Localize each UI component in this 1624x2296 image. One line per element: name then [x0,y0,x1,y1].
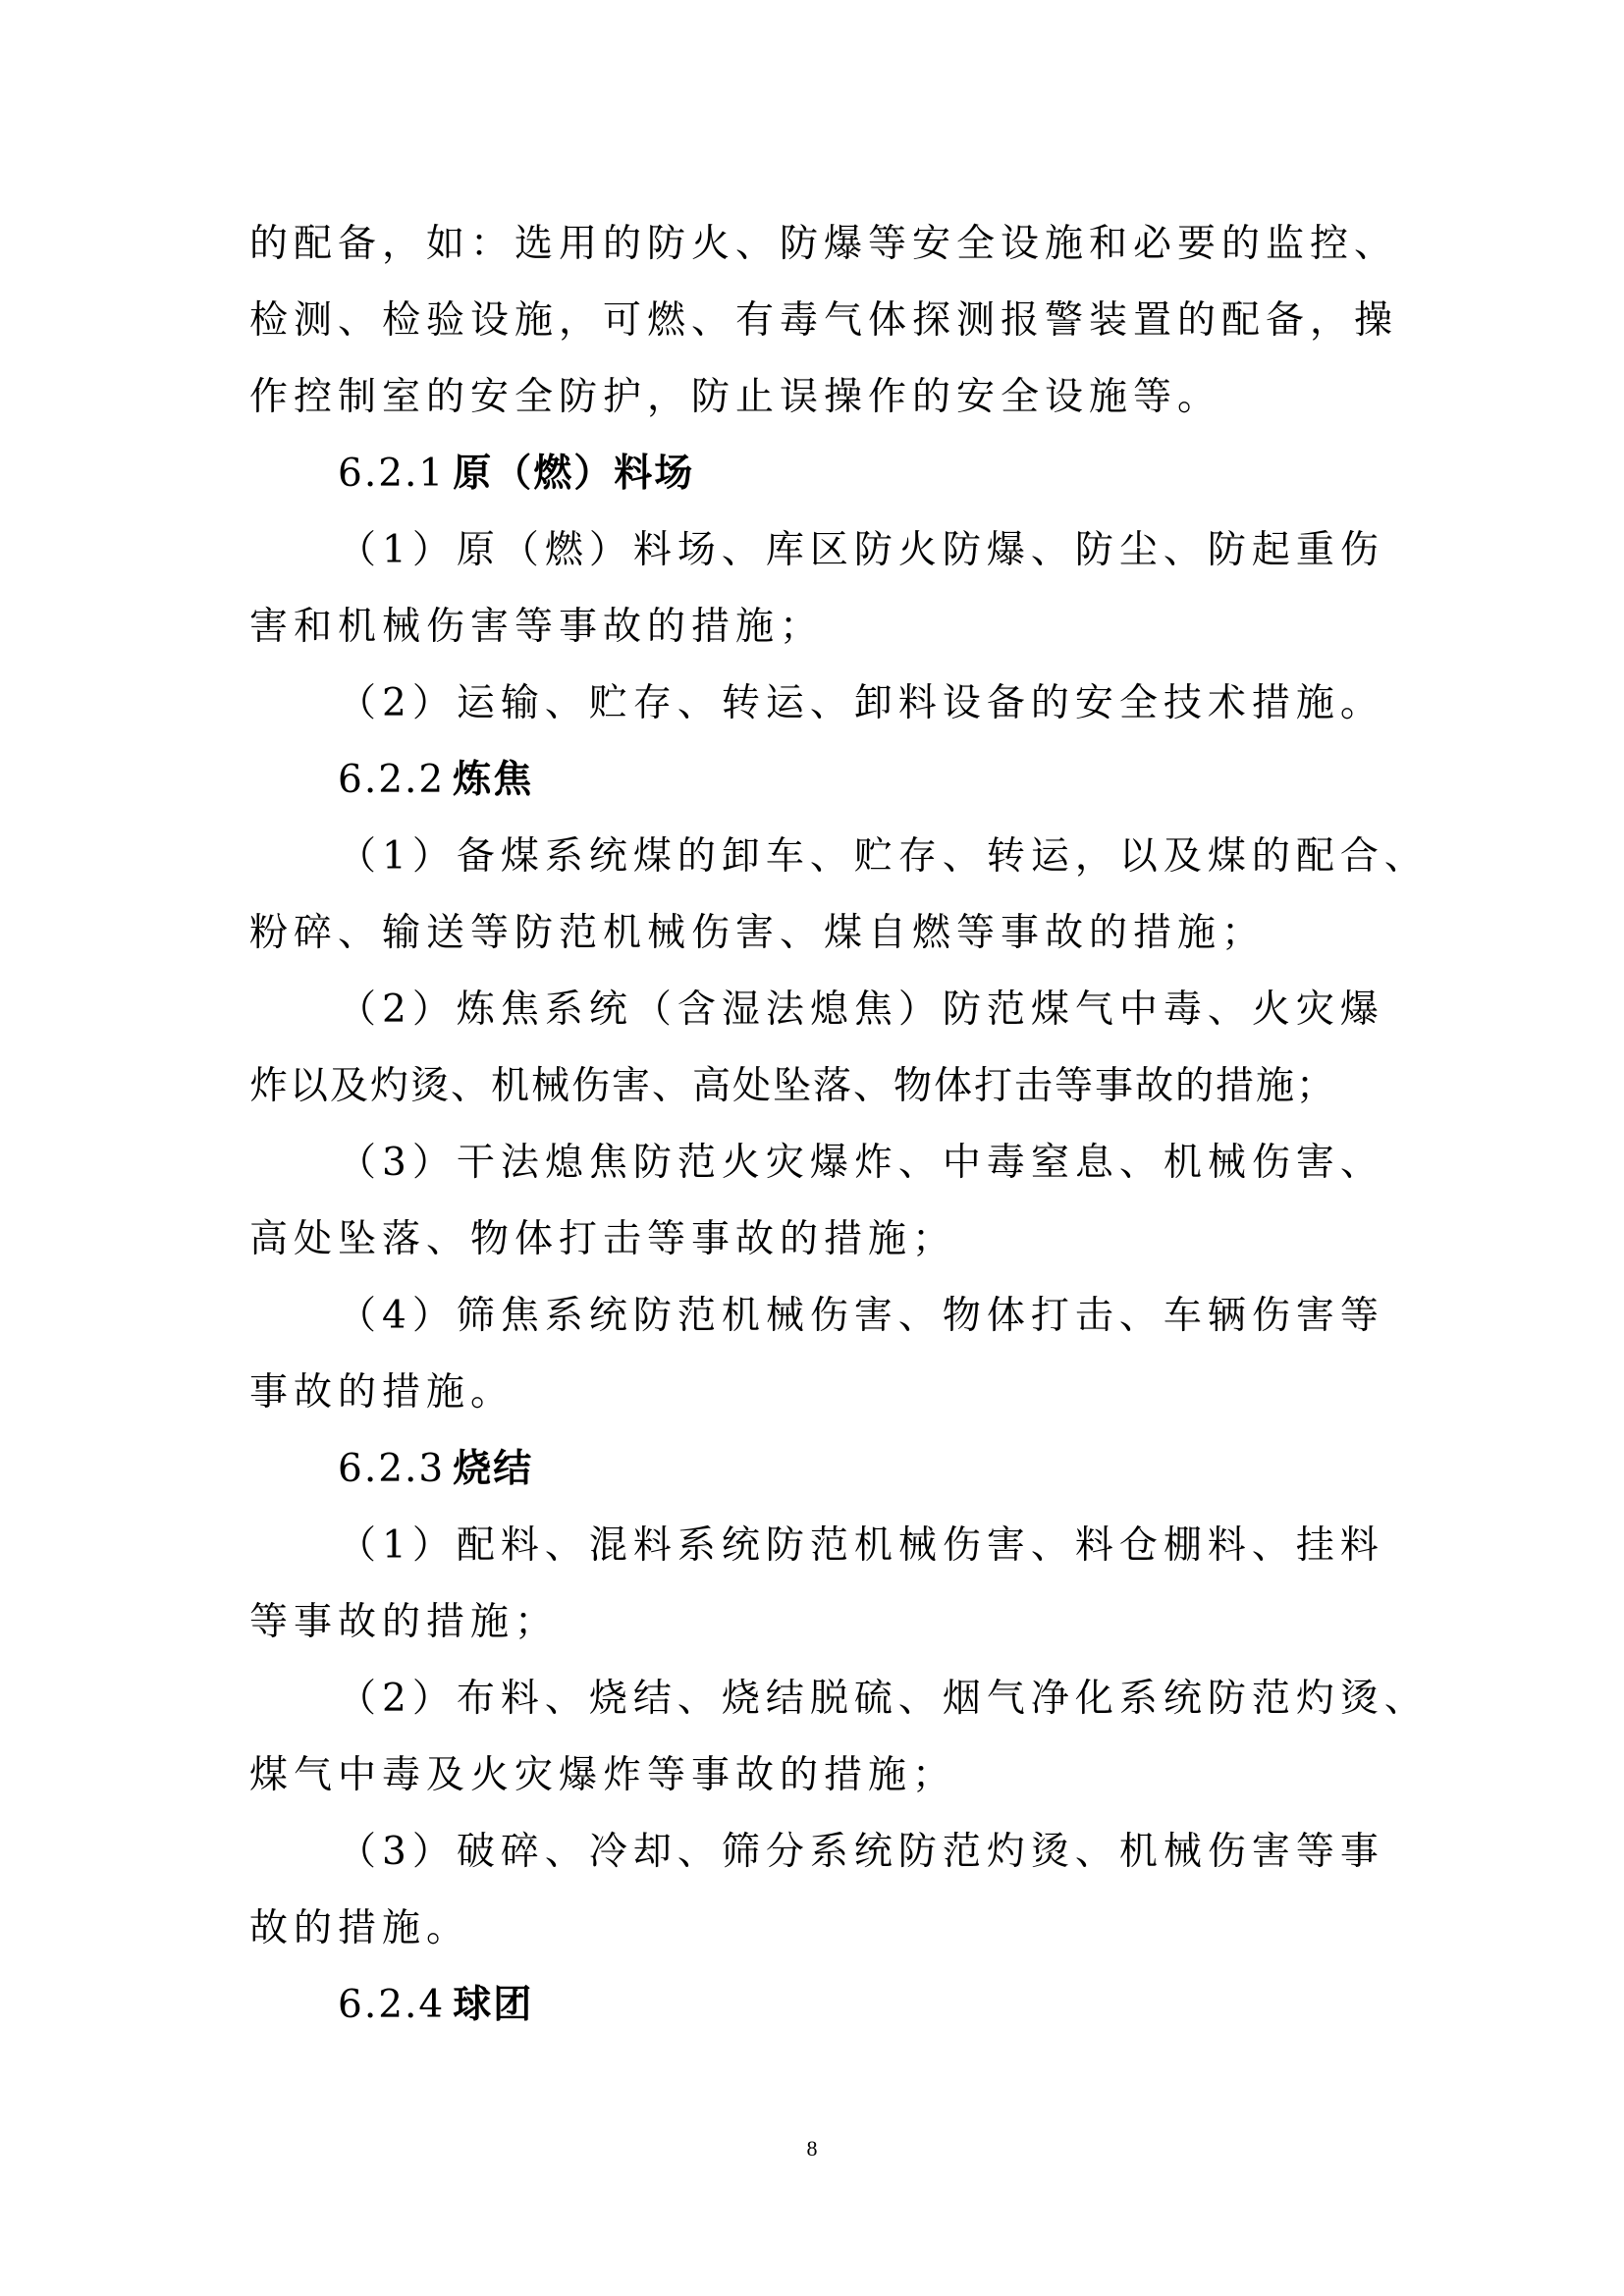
list-item-line: 高处坠落、物体打击等事故的措施； [249,1217,957,1261]
list-item-line: 故的措施。 [249,1906,471,1950]
paragraph-line: 作控制室的安全防护，防止误操作的安全设施等。 [249,375,1222,419]
paragraph-line: 的配备，如：选用的防火、防爆等安全设施和必要的监控、 [249,222,1399,266]
section-title: 炼焦 [453,758,534,802]
list-item-line: 等事故的措施； [249,1600,560,1644]
list-item-line: （1）备煤系统煤的卸车、贮存、转运，以及煤的配合、 [338,834,1429,879]
list-item-line: （2）布料、烧结、烧结脱硫、烟气净化系统防范灼烫、 [338,1677,1429,1721]
section-title: 原（燃）料场 [453,452,695,496]
list-item-line: 事故的措施。 [249,1370,515,1415]
list-item-line: （3）破碎、冷却、筛分系统防范灼烫、机械伤害等事 [338,1830,1384,1874]
list-item-line: 煤气中毒及火灾爆炸等事故的措施； [249,1753,957,1797]
list-item-line: （3）干法熄焦防范火灾爆炸、中毒窒息、机械伤害、 [338,1141,1384,1185]
list-item-line: （2）运输、贮存、转运、卸料设备的安全技术措施。 [338,681,1384,725]
list-item-line: （1）配料、混料系统防范机械伤害、料仓棚料、挂料 [338,1523,1384,1568]
section-title: 烧结 [453,1447,534,1491]
section-heading-6-2-4 [249,1967,1380,2044]
list-item-line: 害和机械伤害等事故的措施； [249,605,825,649]
section-number: 6.2.4 [338,1983,446,2027]
section-heading-6-2-2 [249,742,1380,819]
page-body [249,206,1429,2044]
page-number: 8 [806,2136,818,2161]
section-title: 球团 [453,1983,534,2027]
list-item-line: （1）原（燃）料场、库区防火防爆、防尘、防起重伤 [338,528,1384,572]
section-number: 6.2.1 [338,452,446,496]
section-heading-6-2-1 [249,436,1380,512]
list-item-line: （4）筛焦系统防范机械伤害、物体打击、车辆伤害等 [338,1294,1384,1338]
section-heading-6-2-3 [249,1431,1380,1508]
section-number: 6.2.3 [338,1447,446,1491]
section-number: 6.2.2 [338,758,446,802]
list-item-line: 粉碎、输送等防范机械伤害、煤自燃等事故的措施； [249,911,1267,955]
list-item-line: 炸以及灼烫、机械伤害、高处坠落、物体打击等事故的措施； [249,1064,1337,1108]
paragraph-line: 检测、检验设施，可燃、有毒气体探测报警装置的配备，操 [249,298,1399,343]
list-item-line: （2）炼焦系统（含湿法熄焦）防范煤气中毒、火灾爆 [338,988,1384,1032]
